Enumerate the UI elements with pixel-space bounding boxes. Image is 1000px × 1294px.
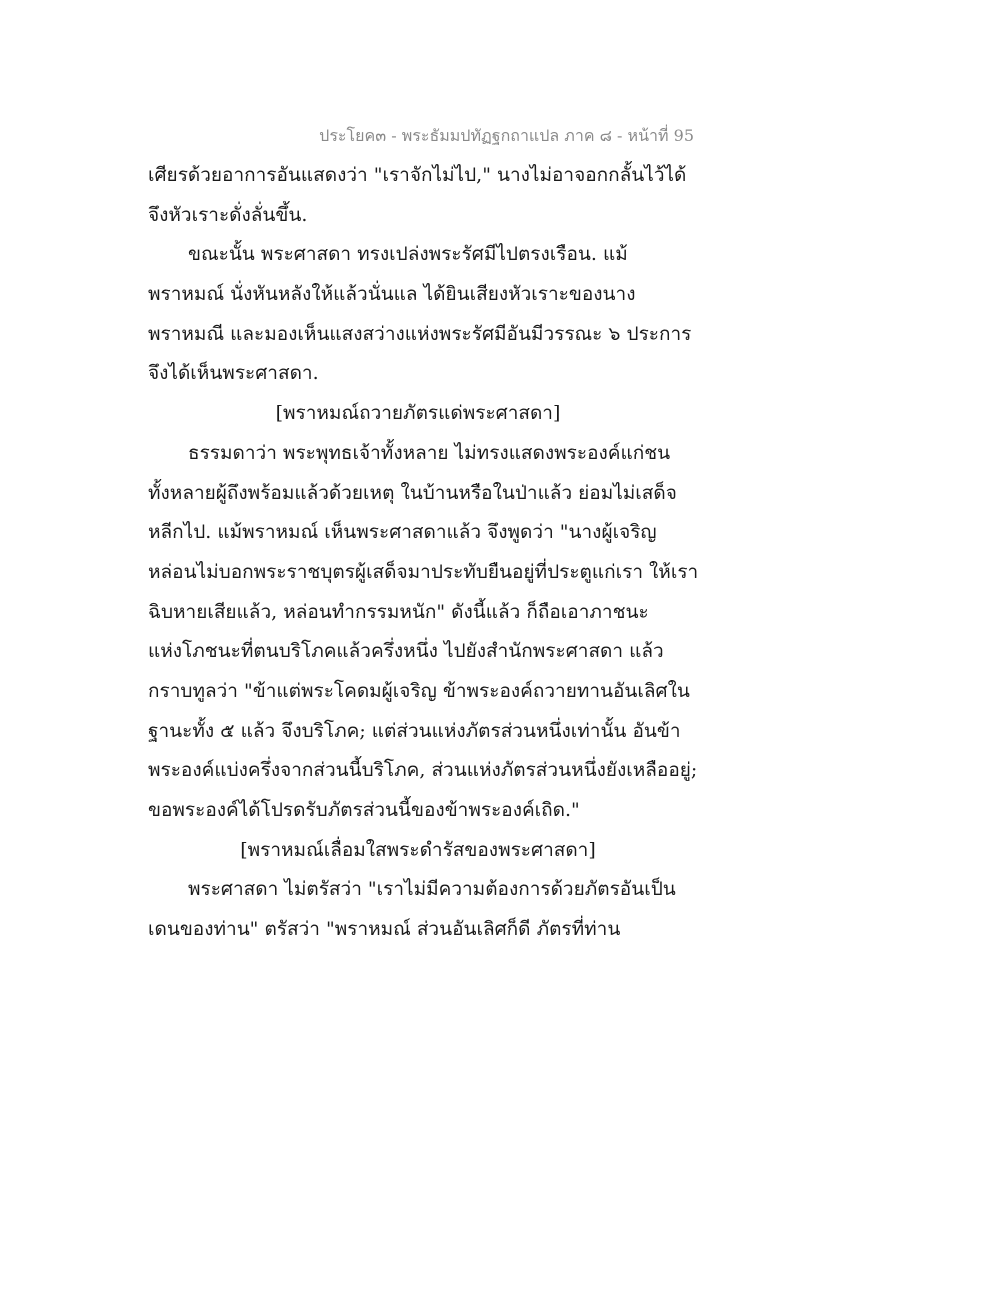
text-line: เดนของท่าน" ตรัสว่า "พราหมณ์ ส่วนอันเลิศก็ดี ภัตรที่ท่าน	[148, 918, 621, 941]
running-header: ประโยค๓ - พระธัมมปทัฏฐกถาแปล ภาค ๘ - หน้าที่ 95	[319, 126, 694, 145]
text-line: พราหมณี และมองเห็นแสงสว่างแห่งพระรัศมีอันมีวรรณะ ๖ ประการ	[148, 322, 692, 345]
text-line: พระองค์แบ่งครึ่งจากส่วนนี้บริโภค, ส่วนแห่งภัตรส่วนหนึ่งยังเหลืออยู่;	[148, 759, 698, 782]
text-line: ฉิบหายเสียแล้ว, หล่อนทำกรรมหนัก" ดังนี้แล้ว ก็ถือเอาภาชนะ	[148, 600, 649, 623]
text-line: จึงได้เห็นพระศาสดา.	[148, 362, 319, 385]
body-text	[148, 156, 708, 950]
text-line: กราบทูลว่า "ข้าแต่พระโคดมผู้เจริญ ข้าพระองค์ถวายทานอันเลิศใน	[148, 679, 690, 702]
text-line: ทั้งหลายผู้ถึงพร้อมแล้วด้วยเหตุ ในบ้านหรือในป่าแล้ว ย่อมไม่เสด็จ	[148, 481, 677, 504]
section-heading: [พราหมณ์ถวายภัตรแด่พระศาสดา]	[275, 402, 561, 425]
text-line: เศียรด้วยอาการอันแสดงว่า "เราจักไม่ไป," นางไม่อาจอกกลั้นไว้ได้	[148, 164, 687, 186]
paragraph-start-line: ธรรมดาว่า พระพุทธเจ้าทั้งหลาย ไม่ทรงแสดงพระองค์แก่ชน	[188, 441, 671, 464]
paragraph-start-line: ขณะนั้น พระศาสดา ทรงเปล่งพระรัศมีไปตรงเรือน. แม้	[188, 243, 628, 266]
section-heading: [พราหมณ์เลื่อมใสพระดำรัสของพระศาสดา]	[240, 838, 596, 861]
text-line: หล่อนไม่บอกพระราชบุตรผู้เสด็จมาประทับยืนอยู่ที่ประตูแก่เรา ให้เรา	[148, 560, 699, 583]
text-line: จึงหัวเราะดั่งลั่นขึ้น.	[148, 203, 308, 226]
text-line: แห่งโภชนะที่ตนบริโภคแล้วครึ่งหนึ่ง ไปยังสำนักพระศาสดา แล้ว	[148, 640, 664, 663]
text-line: หลีกไป. แม้พราหมณ์ เห็นพระศาสดาแล้ว จึงพูดว่า "นางผู้เจริญ	[148, 521, 657, 544]
text-line: พราหมณ์ นั่งหันหลังให้แล้วนั่นแล ได้ยินเสียงหัวเราะของนาง	[148, 283, 636, 306]
text-line: ฐานะทั้ง ๕ แล้ว จึงบริโภค; แต่ส่วนแห่งภัตรส่วนหนึ่งเท่านั้น อันข้า	[148, 719, 681, 742]
text-line: ขอพระองค์ได้โปรดรับภัตรส่วนนี้ของข้าพระองค์เถิด."	[148, 799, 580, 821]
paragraph-start-line: พระศาสดา ไม่ตรัสว่า "เราไม่มีความต้องการด้วยภัตรอันเป็น	[188, 878, 676, 901]
